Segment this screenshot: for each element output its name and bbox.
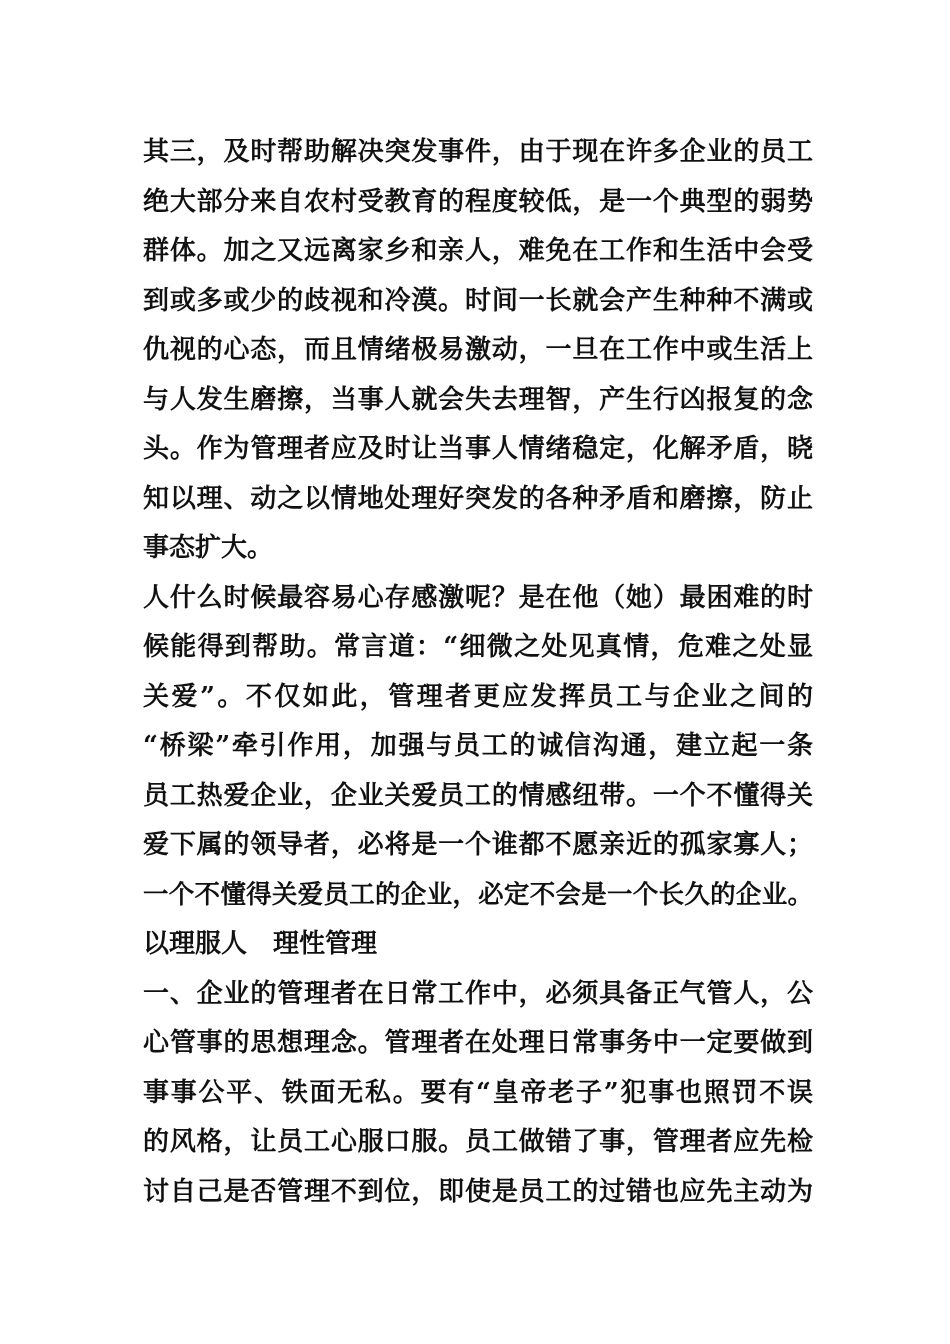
- document-page: [143, 128, 813, 1217]
- text-line-12: 关爱”。不仅如此，管理者更应发挥员工与企业之间的: [143, 681, 813, 712]
- text-line-11: 候能得到帮助。常言道：“细微之处见真情，危难之处显: [143, 632, 813, 662]
- text-line-16: 一个不懂得关爱员工的企业，必定不会是一个长久的企业。: [143, 879, 813, 910]
- text-line-20: 事事公平、铁面无私。要有“皇帝老子”犯事也照罚不误: [143, 1077, 813, 1108]
- text-line-19: 心管事的思想理念。管理者在处理日常事务中一定要做到: [143, 1028, 813, 1058]
- text-line-3: 群体。加之又远离家乡和亲人，难免在工作和生活中会受: [143, 236, 813, 266]
- text-line-18: 一、企业的管理者在日常工作中，必须具备正气管人，公: [143, 978, 813, 1009]
- text-line-1: 其三，及时帮助解决突发事件，由于现在许多企业的员工: [143, 137, 813, 167]
- text-line-21: 的风格，让员工心服口服。员工做错了事，管理者应先检: [143, 1127, 813, 1157]
- text-line-9: 事态扩大。: [143, 533, 274, 563]
- text-line-10: 人什么时候最容易心存感激呢？是在他（她）最困难的时: [143, 582, 813, 613]
- text-line-5: 仇视的心态，而且情绪极易激动，一旦在工作中或生活上: [143, 335, 813, 365]
- text-line-2: 绝大部分来自农村受教育的程度较低，是一个典型的弱势: [143, 186, 813, 217]
- text-line-13: “桥梁”牵引作用，加强与员工的诚信沟通，建立起一条: [143, 731, 813, 761]
- section-heading: 以理服人 理性管理: [143, 929, 378, 959]
- text-line-7: 头。作为管理者应及时让当事人情绪稳定，化解矛盾，晓: [143, 434, 813, 464]
- text-line-6: 与人发生磨擦，当事人就会失去理智，产生行凶报复的念: [143, 384, 813, 415]
- text-line-15: 爱下属的领导者，必将是一个谁都不愿亲近的孤家寡人；: [143, 830, 813, 860]
- text-line-14: 员工热爱企业，企业关爱员工的情感纽带。一个不懂得关: [143, 780, 813, 811]
- text-line-4: 到或多或少的歧视和冷漠。时间一长就会产生种种不满或: [143, 285, 813, 316]
- text-line-22: 讨自己是否管理不到位，即使是员工的过错也应先主动为: [143, 1176, 813, 1207]
- text-line-8: 知以理、动之以情地处理好突发的各种矛盾和磨擦，防止: [143, 483, 813, 514]
